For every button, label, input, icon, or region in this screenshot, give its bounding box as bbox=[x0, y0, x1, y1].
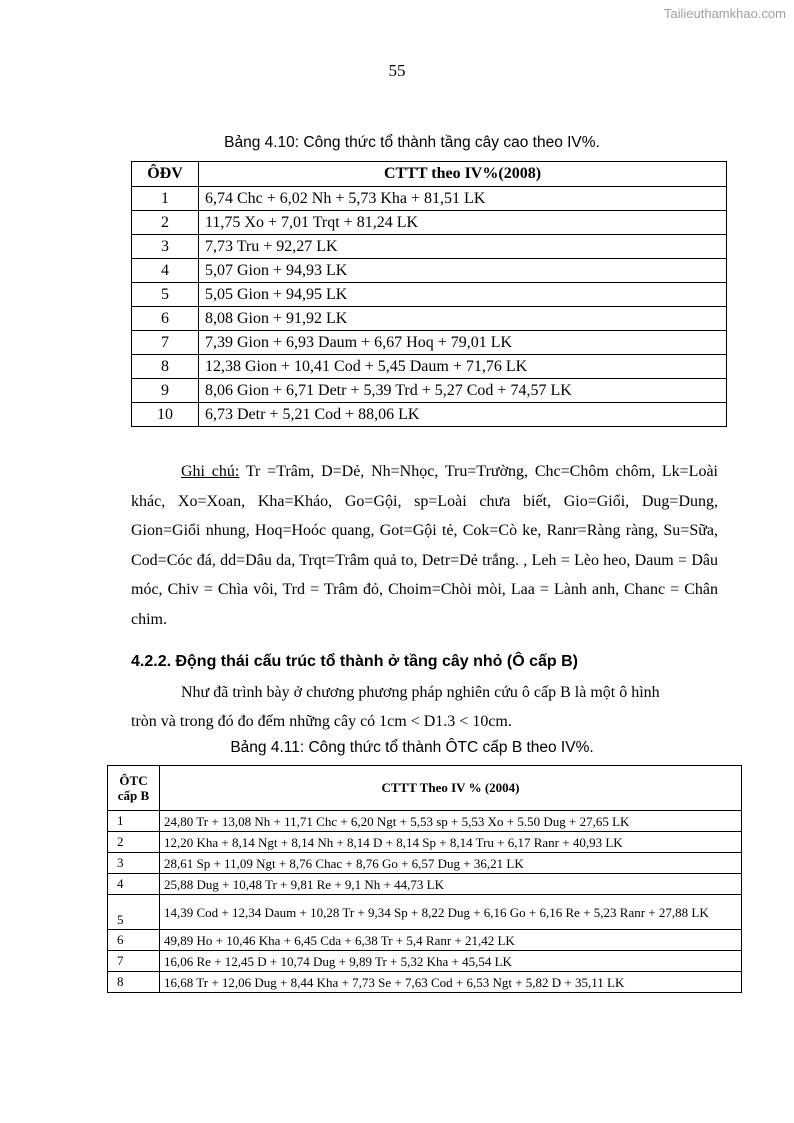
formula-cell: 8,06 Gion + 6,71 Detr + 5,39 Trd + 5,27 Cod + 74,57 LK bbox=[199, 379, 727, 403]
table-row bbox=[108, 811, 742, 832]
row-id-cell: 3 bbox=[108, 853, 160, 874]
formula-cell: 28,61 Sp + 11,09 Ngt + 8,76 Chac + 8,76 Go + 6,57 Dug + 36,21 LK bbox=[160, 853, 742, 874]
row-id-cell: 1 bbox=[108, 811, 160, 832]
notes-label: Ghi chú: bbox=[181, 463, 240, 480]
row-id-cell: 3 bbox=[132, 235, 199, 259]
section-paragraph bbox=[131, 678, 731, 736]
table-row bbox=[108, 972, 742, 993]
table-row bbox=[132, 403, 727, 427]
row-id-cell: 4 bbox=[108, 874, 160, 895]
table-row bbox=[108, 930, 742, 951]
formula-cell: 5,05 Gion + 94,95 LK bbox=[199, 283, 727, 307]
row-id-cell: 2 bbox=[108, 832, 160, 853]
formula-cell: 16,68 Tr + 12,06 Dug + 8,44 Kha + 7,73 Se + 7,63 Cod + 6,53 Ngt + 5,82 D + 35,11 LK bbox=[160, 972, 742, 993]
table-row bbox=[108, 832, 742, 853]
formula-cell: 7,39 Gion + 6,93 Daum + 6,67 Hoq + 79,01 LK bbox=[199, 331, 727, 355]
row-id-cell: 10 bbox=[132, 403, 199, 427]
row-id-cell: 2 bbox=[132, 211, 199, 235]
row-id-cell: 7 bbox=[132, 331, 199, 355]
row-id-cell: 4 bbox=[132, 259, 199, 283]
formula-cell: 7,73 Tru + 92,27 LK bbox=[199, 235, 727, 259]
table-row bbox=[132, 331, 727, 355]
table-row bbox=[132, 283, 727, 307]
row-id-cell: 6 bbox=[108, 930, 160, 951]
table-row bbox=[132, 187, 727, 211]
table1-header-row bbox=[132, 162, 727, 187]
formula-cell: 11,75 Xo + 7,01 Trqt + 81,24 LK bbox=[199, 211, 727, 235]
notes-paragraph bbox=[131, 457, 718, 634]
table-row bbox=[132, 379, 727, 403]
row-id-cell: 5 bbox=[108, 895, 160, 930]
table-row bbox=[132, 235, 727, 259]
watermark: Tailieuthamkhao.com bbox=[663, 6, 786, 21]
table-row bbox=[108, 853, 742, 874]
table2-header-formula: CTTT Theo IV % (2004) bbox=[160, 766, 742, 811]
table1-header-formula: CTTT theo IV%(2008) bbox=[199, 162, 727, 187]
table-row bbox=[108, 874, 742, 895]
formula-cell: 6,73 Detr + 5,21 Cod + 88,06 LK bbox=[199, 403, 727, 427]
formula-cell: 14,39 Cod + 12,34 Daum + 10,28 Tr + 9,34 Sp + 8,22 Dug + 6,16 Go + 6,16 Re + 5,23 Ranr + 27,88 LK bbox=[160, 895, 742, 930]
table1-header-id: ÔĐV bbox=[132, 162, 199, 187]
table-row bbox=[132, 259, 727, 283]
row-id-cell: 6 bbox=[132, 307, 199, 331]
table-row bbox=[132, 355, 727, 379]
row-id-cell: 1 bbox=[132, 187, 199, 211]
formula-cell: 8,08 Gion + 91,92 LK bbox=[199, 307, 727, 331]
row-id-cell: 7 bbox=[108, 951, 160, 972]
table2-header-row bbox=[108, 766, 742, 811]
table1 bbox=[131, 161, 727, 427]
table2-header-id-line2: cấp B bbox=[117, 788, 150, 803]
table2-header-id bbox=[108, 766, 160, 811]
table-row bbox=[132, 307, 727, 331]
row-id-cell: 8 bbox=[132, 355, 199, 379]
table2 bbox=[107, 765, 742, 993]
paragraph-line-1: Như đã trình bày ở chương phương pháp nghiên cứu ô cấp B là một ô hình bbox=[181, 684, 660, 701]
formula-cell: 24,80 Tr + 13,08 Nh + 11,71 Chc + 6,20 Ngt + 5,53 sp + 5,53 Xo + 5.50 Dug + 27,65 LK bbox=[160, 811, 742, 832]
notes-text: Tr =Trâm, D=Dẻ, Nh=Nhọc, Tru=Trường, Chc=Chôm chôm, Lk=Loài khác, Xo=Xoan, Kha=Kháo, Go=Gội, sp=Loài chưa biết, Gio=Giổi, Dug=Dung, Gion=Giổi nhung, Hoq=Hoóc quang, Got=Gội tẻ, Cok=Cò ke, Ranr=Ràng ràng, Su=Sữa, Cod=Cóc đá, dd=Dâu da, Trqt=Trâm quả to, Detr=Dẻ trắng. , Leh = Lèo heo, Daum = Dâu móc, Chiv = Chìa vôi, Trd = Trâm đỏ, Choim=Chòi mòi, Laa = Lành anh, Chanc = Chân chim. bbox=[131, 463, 719, 628]
table2-header-id-line1: ÔTC bbox=[119, 773, 148, 788]
table-row bbox=[108, 895, 742, 930]
formula-cell: 16,06 Re + 12,45 D + 10,74 Dug + 9,89 Tr + 5,32 Kha + 45,54 LK bbox=[160, 951, 742, 972]
formula-cell: 12,20 Kha + 8,14 Ngt + 8,14 Nh + 8,14 D + 8,14 Sp + 8,14 Tru + 6,17 Ranr + 40,93 LK bbox=[160, 832, 742, 853]
formula-cell: 49,89 Ho + 10,46 Kha + 6,45 Cda + 6,38 Tr + 5,4 Ranr + 21,42 LK bbox=[160, 930, 742, 951]
formula-cell: 12,38 Gion + 10,41 Cod + 5,45 Daum + 71,76 LK bbox=[199, 355, 727, 379]
table2-caption: Bảng 4.11: Công thức tổ thành ÔTC cấp B theo IV%. bbox=[230, 739, 594, 756]
paragraph-line-2: tròn và trong đó đo đếm những cây có 1cm < D1.3 < 10cm. bbox=[131, 713, 512, 730]
page-number: 55 bbox=[388, 61, 406, 80]
table-row bbox=[108, 951, 742, 972]
section-heading: 4.2.2. Động thái cấu trúc tổ thành ở tầng cây nhỏ (Ô cấp B) bbox=[131, 653, 578, 670]
row-id-cell: 8 bbox=[108, 972, 160, 993]
formula-cell: 25,88 Dug + 10,48 Tr + 9,81 Re + 9,1 Nh + 44,73 LK bbox=[160, 874, 742, 895]
table1-caption: Bảng 4.10: Công thức tổ thành tầng cây cao theo IV%. bbox=[224, 134, 600, 151]
formula-cell: 5,07 Gion + 94,93 LK bbox=[199, 259, 727, 283]
formula-cell: 6,74 Chc + 6,02 Nh + 5,73 Kha + 81,51 LK bbox=[199, 187, 727, 211]
table-row bbox=[132, 211, 727, 235]
row-id-cell: 9 bbox=[132, 379, 199, 403]
row-id-cell: 5 bbox=[132, 283, 199, 307]
